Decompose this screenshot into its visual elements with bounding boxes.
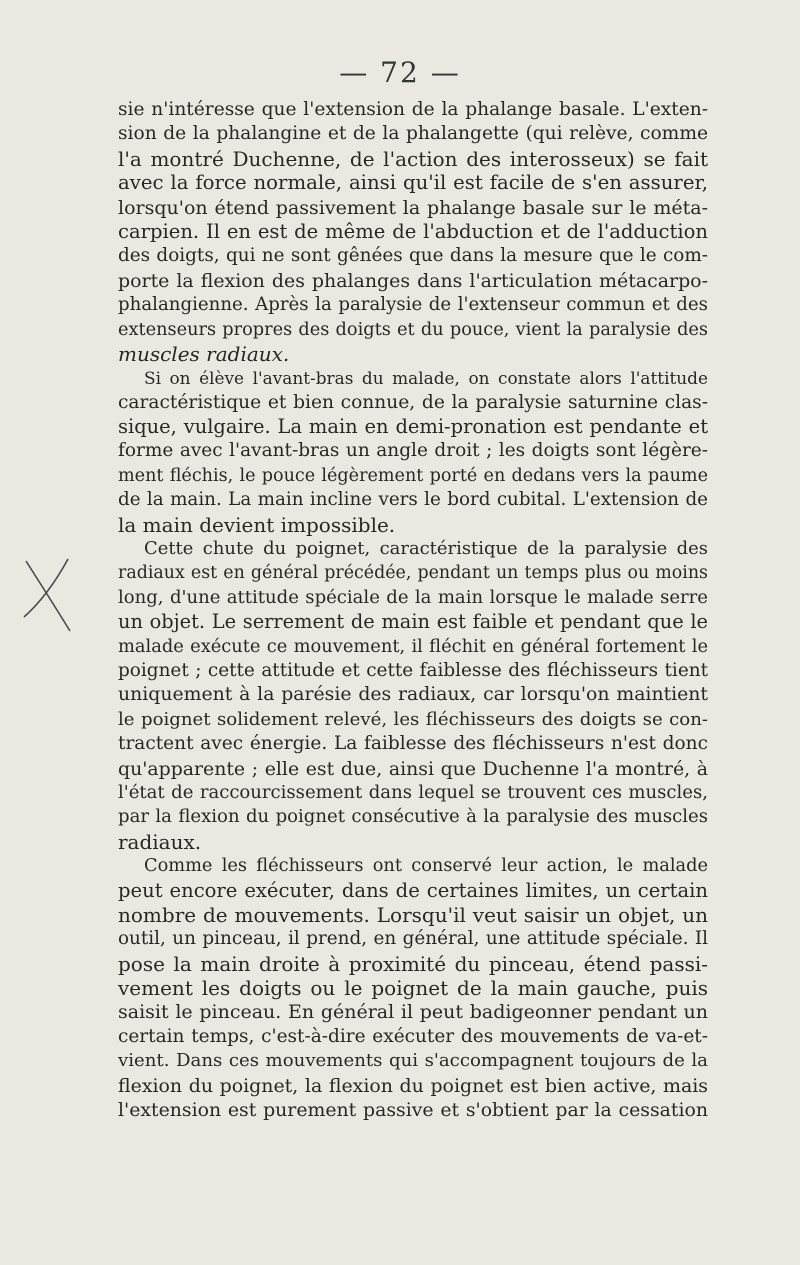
text-line: phalangienne. Après la paralysie de l'extenseur commun et des xyxy=(118,294,708,316)
text-line: Comme les fléchisseurs ont conservé leur action, le malade xyxy=(144,856,708,877)
text-line: par la flexion du poignet consécutive à la paralysie des muscles xyxy=(118,806,708,828)
text-line: l'état de raccourcissement dans lequel se trouvent ces muscles, xyxy=(118,781,708,803)
text-line: saisit le pinceau. En général il peut badigeonner pendant un xyxy=(118,1001,708,1024)
text-line: des doigts, qui ne sont gênées que dans la mesure que le com- xyxy=(118,245,708,267)
text-line: caractéristique et bien connue, de la paralysie saturnine clas- xyxy=(118,391,708,413)
handwritten-x-mark xyxy=(18,555,78,635)
text-line: radiaux. xyxy=(118,829,202,854)
text-line: sique, vulgaire. La main en demi-pronation est pendante et xyxy=(118,415,708,439)
text-line: vement les doigts ou le poignet de la main gauche, puis xyxy=(118,976,708,1001)
text-line: avec la force normale, ainsi qu'il est facile de s'en assurer, xyxy=(118,171,708,195)
text-line: pose la main droite à proximité du pinceau, étend passi- xyxy=(118,951,708,976)
text-line: l'extension est purement passive et s'obtient par la cessation xyxy=(118,1099,708,1122)
text-line: Si on élève l'avant-bras du malade, on constate alors l'attitude xyxy=(144,368,708,389)
text-line: radiaux est en général précédée, pendant un temps plus ou moins xyxy=(118,563,708,584)
text-line: peut encore exécuter, dans de certaines limites, un certain xyxy=(118,878,708,902)
text-line: ment fléchis, le pouce légèrement porté en dedans vers la paume xyxy=(118,465,708,486)
text-line: uniquement à la parésie des radiaux, car lorsqu'on maintient xyxy=(118,684,708,706)
text-line: l'a montré Duchenne, de l'action des interosseux) se fait xyxy=(118,146,708,171)
text-line: long, d'une attitude spéciale de la main lorsque le malade serre xyxy=(118,586,708,608)
text-line: porte la flexion des phalanges dans l'articulation métacarpo- xyxy=(118,269,708,292)
text-line: flexion du poignet, la flexion du poignet est bien active, mais xyxy=(118,1074,708,1097)
text-line: extenseurs propres des doigts et du pouce, vient la paralysie des xyxy=(118,319,708,340)
text-line: Cette chute du poignet, caractéristique de la paralysie des xyxy=(144,538,708,560)
text-line: lorsqu'on étend passivement la phalange basale sur le méta- xyxy=(118,196,708,219)
text-line: un objet. Le serrement de main est faible et pendant que le xyxy=(118,610,708,634)
text-line: sion de la phalangine et de la phalangette (qui relève, comme xyxy=(118,123,708,145)
text-line: la main devient impossible. xyxy=(118,512,396,537)
text-line: le poignet solidement relevé, les fléchisseurs des doigts se con- xyxy=(118,708,708,730)
body-text xyxy=(118,98,708,1122)
text-line: forme avec l'avant-bras un angle droit ; les doigts sont légère- xyxy=(118,440,708,462)
text-line: certain temps, c'est-à-dire exécuter des mouvements de va-et- xyxy=(118,1025,708,1047)
text-line: sie n'intéresse que l'extension de la phalange basale. L'exten- xyxy=(118,99,708,120)
page-number: — 72 — xyxy=(339,56,461,89)
text-line: de la main. La main incline vers le bord cubital. L'extension de xyxy=(118,489,708,511)
text-line: outil, un pinceau, il prend, en général, une attitude spéciale. Il xyxy=(118,928,708,950)
text-line: nombre de mouvements. Lorsqu'il veut saisir un objet, un xyxy=(118,902,708,927)
text-line: carpien. Il en est de même de l'abduction et de l'adduction xyxy=(118,219,708,243)
text-line: vient. Dans ces mouvements qui s'accompagnent toujours de la xyxy=(118,1050,708,1072)
text-line: malade exécute ce mouvement, il fléchit en général fortement le xyxy=(118,635,708,657)
text-line: muscles radiaux. xyxy=(118,341,290,366)
text-line: qu'apparente ; elle est due, ainsi que Duchenne l'a montré, à xyxy=(118,757,708,780)
text-line: poignet ; cette attitude et cette faiblesse des fléchisseurs tient xyxy=(118,659,708,681)
text-line: tractent avec énergie. La faiblesse des fléchisseurs n'est donc xyxy=(118,733,708,755)
